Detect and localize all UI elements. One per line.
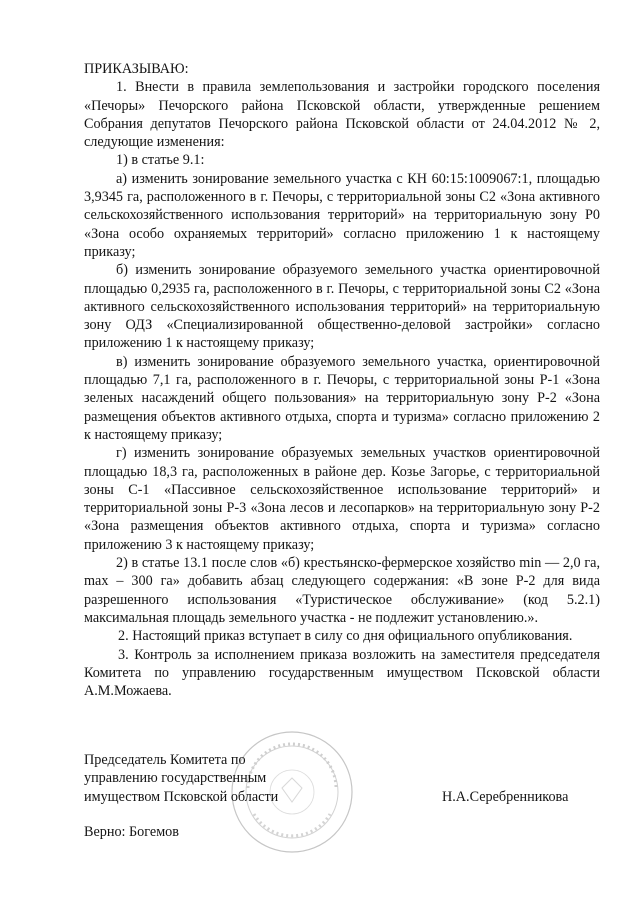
order-heading: ПРИКАЗЫВАЮ:	[84, 61, 189, 77]
document-body	[84, 60, 600, 700]
subclause-v: в) изменить зонирование образуемого земельного участка, ориентировочной площадью 7,1 га, расположенного в г. Печоры, с территориальной зоны Р-1 «Зона зеленых насаждений общего пользования» на территориальную зону Р-2 «Зона размещения объектов активного отдыха, спорта и туризма» согласно приложению 2 к настоящему приказу;	[84, 353, 600, 443]
signatory-position-line: управлению государственным	[84, 770, 267, 787]
signatory-position-line: Председатель Комитета по	[84, 752, 246, 768]
clause-1: 1. Внести в правила землепользования и застройки городского поселения «Печоры» Печорского района Псковской области, утвержденные решением Собрания депутатов Печорского района Псковской области от 24.04.2012 № 2, следующие изменения:	[84, 79, 600, 151]
clause-3: 3. Контроль за исполнением приказа возложить на заместителя председателя Комитета по управлению государственным имуществом Псковской области А.М.Можаева.	[84, 646, 600, 700]
clause-1-item-1: 1) в статье 9.1:	[116, 152, 205, 169]
clause-1-item-2: 2) в статье 13.1 после слов «б) крестьянско-фермерское хозяйство min — 2,0 га, max – 300 га» добавить абзац следующего содержания: «В зоне Р-2 для вида разрешенного использования «Туристическое обслуживание» (код 5.2.1) максимальная площадь земельного участка - не подлежит установлению.».	[84, 555, 600, 626]
subclause-a: а) изменить зонирование земельного участка с КН 60:15:1009067:1, площадью 3,9345 га, расположенного в г. Печоры, с территориальной зоны С2 «Зона активного сельскохозяйственного использования территорий» на территориальную зону Р0 «Зона особо охраняемых территорий» согласно приложению 1 к настоящему приказу;	[84, 170, 600, 260]
signatory-position	[84, 751, 344, 806]
clause-2: 2. Настоящий приказ вступает в силу со дня официального опубликования.	[118, 628, 573, 645]
verified-note: Верно: Богемов	[84, 824, 179, 840]
signatory-position-line: имуществом Псковской области	[84, 788, 279, 805]
signatory-name: Н.А.Серебренникова	[442, 788, 569, 805]
subclause-b: б) изменить зонирование образуемого земельного участка ориентировочной площадью 0,2935 га, расположенного в г. Печоры, с территориальной зоны С2 «Зона активного сельскохозяйственного использования территорий» на территориальную зону ОДЗ «Специализированной общественно-деловой застройки» согласно приложению 1 к настоящему приказу;	[84, 262, 600, 352]
subclause-g: г) изменить зонирование образуемых земельных участков ориентировочной площадью 18,3 га, расположенных в районе дер. Козье Загорье, с территориальной зоны С-1 «Пассивное сельскохозяйственное использование территорий» и территориальной зоны Р-3 «Зона лесов и лесопарков» на территориальную зону Р-2 «Зона размещения объектов активного отдыха, спорта и туризма» согласно приложению 3 к настоящему приказу;	[84, 445, 600, 553]
